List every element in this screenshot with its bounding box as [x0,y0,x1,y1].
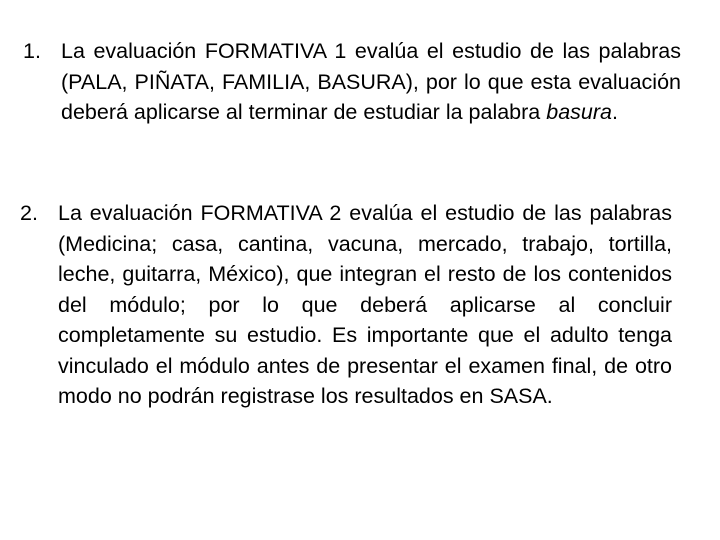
list-item [23,36,681,128]
list-item-text: La evaluación FORMATIVA 2 evalúa el estudio de las palabras (Medicina; casa, cantina, vacuna, mercado, trabajo, tortilla, leche, guitarra, México), que integran el resto de los contenidos del módulo; por lo que deberá aplicarse al concluir completamente su estudio. Es importante que el adulto tenga vinculado el módulo antes de presentar el examen final, de otro modo no podrán registrase los resultados en SASA. [58,201,672,408]
list-item-text [61,36,681,128]
list-item-number: 1. [23,39,41,63]
italic-word: basura [546,100,612,124]
list-item-text-main: La evaluación FORMATIVA 1 evalúa el estudio de las palabras (PALA, PIÑATA, FAMILIA, BASURA), por lo que esta evaluación deberá aplicarse al terminar de estudiar la palabra [61,39,681,124]
list-item-text-end: . [611,100,618,124]
list-item-number: 2. [20,201,38,225]
list-item [20,198,672,412]
